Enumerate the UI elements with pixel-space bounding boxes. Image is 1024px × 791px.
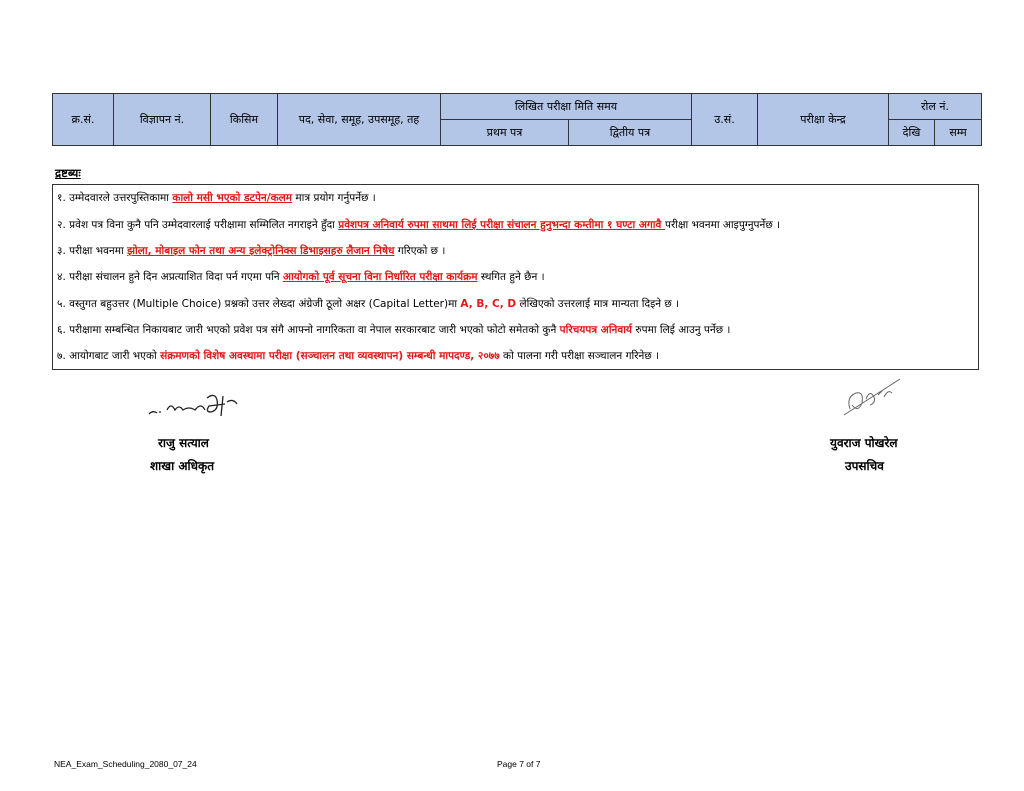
note-item-4: ४. परीक्षा संचालन हुने दिन अप्रत्याशित विदा पर्न गएमा पनि आयोगको पूर्व सूचना विना निर्धारित परीक्षा कार्यक्रम स्थगित हुने छैन । xyxy=(57,271,545,283)
header-exam-center: परीक्षा केन्द्र xyxy=(758,94,889,146)
right-signature-image xyxy=(840,375,906,425)
exam-schedule-table xyxy=(52,93,982,146)
header-written-exam-date-time: लिखित परीक्षा मिति समय xyxy=(441,94,692,120)
note-item-5: ५. वस्तुगत बहुउत्तर (Multiple Choice) प्रश्नको उत्तर लेख्दा अंग्रेजी ठूलो अक्षर (Capital Letter)मा A, B, C, D लेखिएको उत्तरलाई मात्र मान्यता दिइने छ । xyxy=(57,298,680,310)
header-type: किसिम xyxy=(211,94,278,146)
notes-title: द्रष्टब्यः xyxy=(55,166,81,180)
note-item-1: १. उम्मेदवारले उत्तरपुस्तिकामा कालो मसी भएको डटपेन/कलम मात्र प्रयोग गर्नुपर्नेछ । xyxy=(57,192,376,204)
header-post: पद, सेवा, समूह, उपसमूह, तह xyxy=(278,94,441,146)
right-signatory-name: युवराज पोखरेल xyxy=(830,436,898,450)
right-signatory-title: उपसचिव xyxy=(845,459,884,473)
header-roll-from: देखि xyxy=(889,120,935,146)
footer-page-number: Page 7 of 7 xyxy=(497,759,541,769)
note-item-3: ३. परीक्षा भवनमा झोला, मोबाइल फोन तथा अन्य इलेक्ट्रोनिक्स डिभाइसहरु लैजान निषेध गरिएको छ । xyxy=(57,245,446,257)
header-roll-to: सम्म xyxy=(935,120,982,146)
header-second-paper: द्वितीय पत्र xyxy=(569,120,692,146)
header-candidate-no: उ.सं. xyxy=(692,94,758,146)
header-roll-no: रोल नं. xyxy=(889,94,982,120)
left-signatory-title: शाखा अधिकृत xyxy=(150,459,215,473)
footer-filename: NEA_Exam_Scheduling_2080_07_24 xyxy=(54,759,197,769)
left-signatory-name: राजु सत्याल xyxy=(158,436,209,450)
header-first-paper: प्रथम पत्र xyxy=(441,120,569,146)
note-item-6: ६. परीक्षामा सम्बन्धित निकायबाट जारी भएको प्रवेश पत्र संगै आफ्नो नागरिकता वा नेपाल सरकारबाट जारी भएको फोटो समेतको कुनै परिचयपत्र अनिवार्य रुपमा लिई आउनु पर्नेछ । xyxy=(57,324,731,336)
left-signature-image xyxy=(145,388,245,422)
note-item-7: ७. आयोगबाट जारी भएको संक्रमणको विशेष अवस्थामा परीक्षा (सञ्चालन तथा व्यवस्थापन) सम्बन्धी मापदण्ड, २०७७ को पालना गरी परीक्षा सञ्चालन गरिनेछ । xyxy=(57,350,660,362)
notes-box xyxy=(52,184,979,370)
header-serial: क्र.सं. xyxy=(53,94,114,146)
header-advert-no: विज्ञापन नं. xyxy=(114,94,211,146)
note-item-2: २. प्रवेश पत्र विना कुनै पनि उम्मेदवारलाई परीक्षामा सम्मिलित नगराइने हुँदा प्रवेशपत्र अनिवार्य रुपमा साथमा लिई परीक्षा संचालन हुनुभन्दा कम्तीमा १ घण्टा अगावै परीक्षा भवनमा आइपुग्नुपर्नेछ । xyxy=(57,219,781,231)
